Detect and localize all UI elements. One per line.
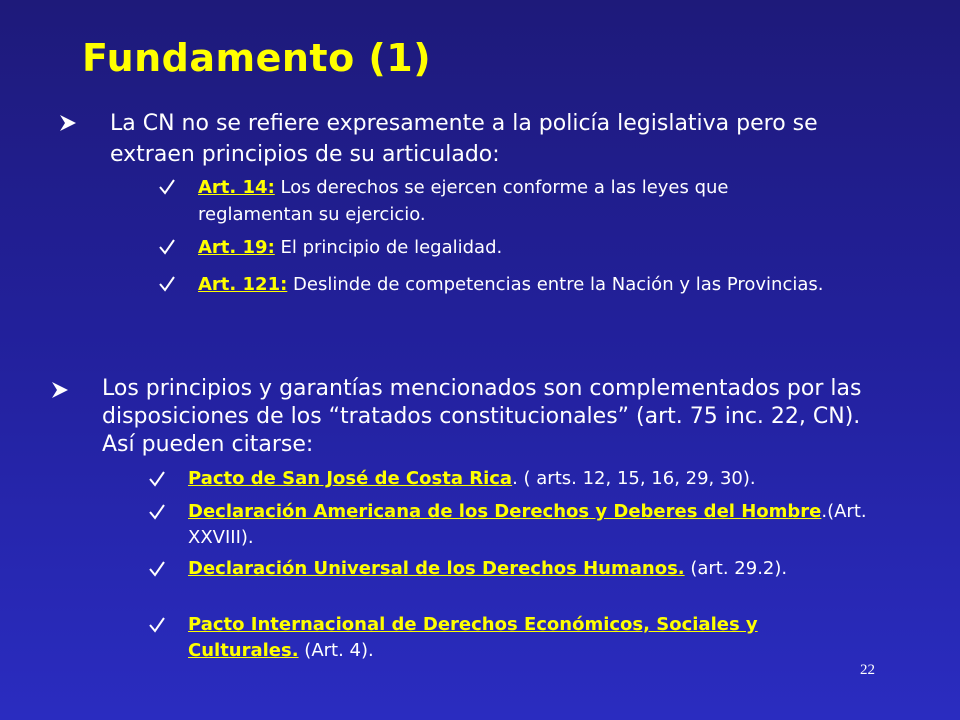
section2-bullet — [50, 375, 880, 459]
list-item-text — [184, 174, 838, 228]
list-item-text — [174, 612, 868, 664]
treaty-desc: . ( arts. 12, 15, 16, 29, 30). — [512, 468, 756, 489]
treaty-ref[interactable]: Pacto Internacional de Derechos Económicos, Sociales y Culturales. — [188, 614, 758, 661]
treaty-desc: (art. 29.2). — [684, 558, 788, 579]
section1-text: La CN no se refiere expresamente a la policía legislativa pero se extraen principios de su articulado: — [110, 111, 818, 167]
list-item-text — [184, 234, 502, 261]
list-item — [148, 499, 868, 551]
list-item-text — [174, 466, 756, 492]
list-item — [158, 271, 838, 298]
list-item — [148, 556, 868, 582]
check-icon — [148, 470, 174, 488]
list-item-text — [174, 556, 787, 582]
list-item — [158, 234, 838, 261]
page-number: 22 — [860, 662, 875, 678]
article-ref[interactable]: Art. 14: — [198, 177, 275, 198]
list-item — [148, 612, 868, 664]
treaty-desc: .(Art. XXVIII). — [188, 501, 867, 548]
arrow-right-icon — [58, 114, 84, 132]
treaty-ref[interactable]: Declaración Universal de los Derechos Humanos. — [188, 558, 685, 579]
list-item-text — [184, 271, 823, 298]
section2-text: Los principios y garantías mencionados son complementados por las disposiciones de los “tratados constitucionales” (art. 75 inc. 22, CN). Así pueden citarse: — [102, 376, 862, 457]
list-item — [148, 466, 868, 492]
check-icon — [158, 238, 184, 256]
check-icon — [148, 560, 174, 578]
treaty-desc: (Art. 4). — [298, 640, 374, 661]
treaty-ref[interactable]: Pacto de San José de Costa Rica — [188, 468, 513, 489]
arrow-right-icon — [50, 381, 76, 399]
treaty-ref[interactable]: Declaración Americana de los Derechos y Deberes del Hombre — [188, 501, 822, 522]
article-desc: Deslinde de competencias entre la Nación y las Provincias. — [287, 274, 824, 295]
section1-bullet — [58, 108, 858, 170]
article-desc: El principio de legalidad. — [274, 237, 503, 258]
check-icon — [158, 178, 184, 196]
article-ref[interactable]: Art. 19: — [198, 237, 275, 258]
article-ref[interactable]: Art. 121: — [198, 274, 288, 295]
article-desc: Los derechos se ejercen conforme a las leyes que reglamentan su ejercicio. — [198, 177, 729, 225]
check-icon — [148, 616, 174, 634]
check-icon — [158, 275, 184, 293]
list-item-text — [174, 499, 868, 551]
list-item — [158, 174, 838, 228]
page-title: Fundamento (1) — [82, 36, 432, 80]
check-icon — [148, 503, 174, 521]
